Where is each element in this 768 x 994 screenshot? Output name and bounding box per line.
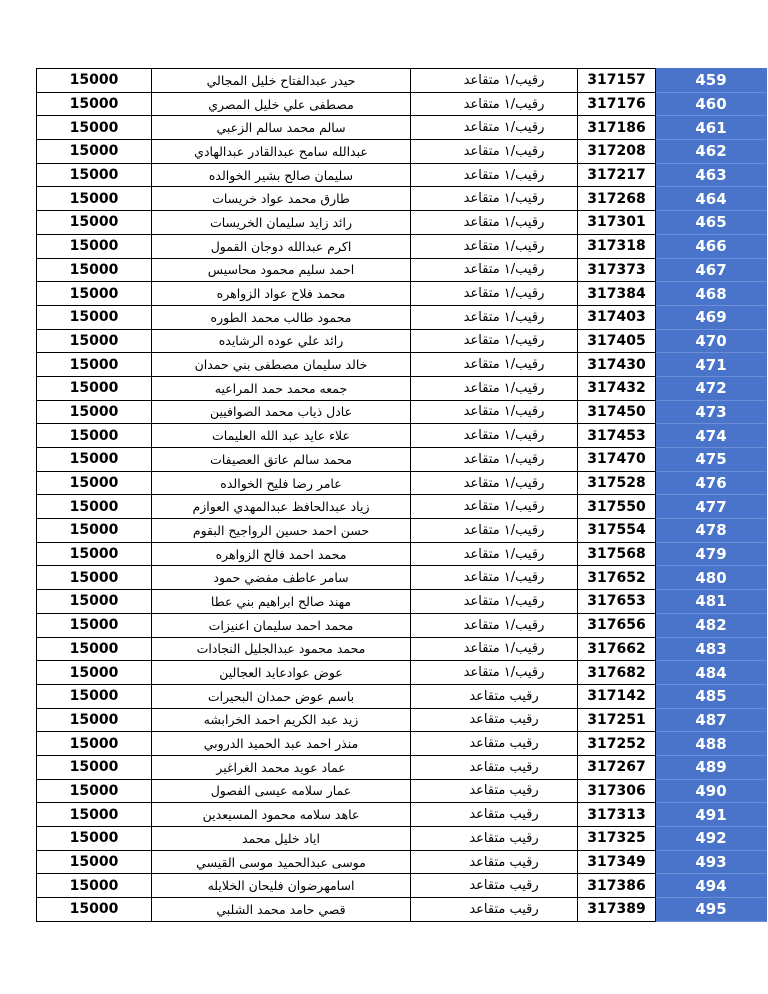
table-row <box>37 329 767 353</box>
table-row <box>37 566 767 590</box>
rank-cell: رقيب/١ متقاعد <box>411 566 578 590</box>
table-row <box>37 258 767 282</box>
rank-cell: رقيب/١ متقاعد <box>411 140 578 164</box>
table-body <box>37 69 767 922</box>
amount-cell: 15000 <box>37 353 152 377</box>
table-row <box>37 116 767 140</box>
name-cell: اياد خليل محمد <box>152 827 411 851</box>
military-id-cell: 317405 <box>578 329 656 353</box>
rank-cell: رقيب/١ متقاعد <box>411 92 578 116</box>
rank-cell: رقيب/١ متقاعد <box>411 187 578 211</box>
amount-cell: 15000 <box>37 471 152 495</box>
table-row <box>37 827 767 851</box>
sequence-number-cell: 466 <box>656 234 767 258</box>
rank-cell: رقيب متقاعد <box>411 803 578 827</box>
amount-cell: 15000 <box>37 874 152 898</box>
name-cell: اكرم عبدالله دوجان القمول <box>152 234 411 258</box>
amount-cell: 15000 <box>37 234 152 258</box>
military-id-cell: 317318 <box>578 234 656 258</box>
rank-cell: رقيب/١ متقاعد <box>411 353 578 377</box>
military-id-cell: 317301 <box>578 211 656 235</box>
military-id-cell: 317453 <box>578 424 656 448</box>
name-cell: عماد عويد محمد الغراغير <box>152 755 411 779</box>
name-cell: موسى عبدالحميد موسى القيسي <box>152 850 411 874</box>
sequence-number-cell: 489 <box>656 755 767 779</box>
sequence-number-cell: 473 <box>656 400 767 424</box>
name-cell: عادل ذياب محمد الصوافيين <box>152 400 411 424</box>
table-row <box>37 305 767 329</box>
military-id-cell: 317349 <box>578 850 656 874</box>
military-id-cell: 317306 <box>578 779 656 803</box>
rank-cell: رقيب متقاعد <box>411 779 578 803</box>
name-cell: مهند صالح ابراهيم بني عطا <box>152 590 411 614</box>
military-id-cell: 317252 <box>578 732 656 756</box>
table-row <box>37 471 767 495</box>
sequence-number-cell: 495 <box>656 898 767 922</box>
military-id-cell: 317662 <box>578 637 656 661</box>
military-id-cell: 317432 <box>578 376 656 400</box>
amount-cell: 15000 <box>37 708 152 732</box>
amount-cell: 15000 <box>37 258 152 282</box>
table-row <box>37 732 767 756</box>
rank-cell: رقيب/١ متقاعد <box>411 282 578 306</box>
sequence-number-cell: 485 <box>656 684 767 708</box>
rank-cell: رقيب/١ متقاعد <box>411 163 578 187</box>
military-id-cell: 317450 <box>578 400 656 424</box>
amount-cell: 15000 <box>37 305 152 329</box>
table-row <box>37 424 767 448</box>
table-row <box>37 684 767 708</box>
name-cell: جمعه محمد حمد المراعيه <box>152 376 411 400</box>
name-cell: عامر رضا فليح الخوالده <box>152 471 411 495</box>
amount-cell: 15000 <box>37 376 152 400</box>
rank-cell: رقيب متقاعد <box>411 827 578 851</box>
sequence-number-cell: 482 <box>656 613 767 637</box>
military-id-cell: 317554 <box>578 519 656 543</box>
rank-cell: رقيب متقاعد <box>411 898 578 922</box>
name-cell: زياد عبدالحافظ عبدالمهدي العوازم <box>152 495 411 519</box>
table-row <box>37 234 767 258</box>
military-id-cell: 317568 <box>578 542 656 566</box>
table-row <box>37 779 767 803</box>
amount-cell: 15000 <box>37 827 152 851</box>
name-cell: خالد سليمان مصطفى بني حمدان <box>152 353 411 377</box>
amount-cell: 15000 <box>37 140 152 164</box>
table-row <box>37 140 767 164</box>
rank-cell: رقيب/١ متقاعد <box>411 637 578 661</box>
rank-cell: رقيب/١ متقاعد <box>411 258 578 282</box>
sequence-number-cell: 461 <box>656 116 767 140</box>
rank-cell: رقيب/١ متقاعد <box>411 448 578 472</box>
sequence-number-cell: 467 <box>656 258 767 282</box>
sequence-number-cell: 474 <box>656 424 767 448</box>
amount-cell: 15000 <box>37 590 152 614</box>
sequence-number-cell: 483 <box>656 637 767 661</box>
amount-cell: 15000 <box>37 661 152 685</box>
name-cell: مصطفى علي خليل المصري <box>152 92 411 116</box>
sequence-number-cell: 493 <box>656 850 767 874</box>
table-row <box>37 661 767 685</box>
sequence-number-cell: 476 <box>656 471 767 495</box>
military-id-cell: 317682 <box>578 661 656 685</box>
sequence-number-cell: 481 <box>656 590 767 614</box>
amount-cell: 15000 <box>37 613 152 637</box>
sequence-number-cell: 491 <box>656 803 767 827</box>
sequence-number-cell: 488 <box>656 732 767 756</box>
sequence-number-cell: 477 <box>656 495 767 519</box>
amount-cell: 15000 <box>37 400 152 424</box>
rank-cell: رقيب متقاعد <box>411 850 578 874</box>
military-id-cell: 317384 <box>578 282 656 306</box>
sequence-number-cell: 475 <box>656 448 767 472</box>
rank-cell: رقيب/١ متقاعد <box>411 661 578 685</box>
sequence-number-cell: 468 <box>656 282 767 306</box>
table-row <box>37 613 767 637</box>
retirees-table <box>36 68 767 922</box>
sequence-number-cell: 463 <box>656 163 767 187</box>
amount-cell: 15000 <box>37 803 152 827</box>
sequence-number-cell: 490 <box>656 779 767 803</box>
military-id-cell: 317176 <box>578 92 656 116</box>
military-id-cell: 317157 <box>578 69 656 93</box>
amount-cell: 15000 <box>37 779 152 803</box>
name-cell: محمد محمود عبدالجليل النجادات <box>152 637 411 661</box>
sequence-number-cell: 479 <box>656 542 767 566</box>
rank-cell: رقيب/١ متقاعد <box>411 542 578 566</box>
military-id-cell: 317403 <box>578 305 656 329</box>
table-row <box>37 448 767 472</box>
name-cell: سالم محمد سالم الزعبي <box>152 116 411 140</box>
table-row <box>37 803 767 827</box>
table-row <box>37 755 767 779</box>
amount-cell: 15000 <box>37 898 152 922</box>
rank-cell: رقيب/١ متقاعد <box>411 519 578 543</box>
military-id-cell: 317656 <box>578 613 656 637</box>
rank-cell: رقيب/١ متقاعد <box>411 376 578 400</box>
rank-cell: رقيب/١ متقاعد <box>411 234 578 258</box>
name-cell: منذر احمد عبد الحميد الدروبي <box>152 732 411 756</box>
amount-cell: 15000 <box>37 187 152 211</box>
amount-cell: 15000 <box>37 566 152 590</box>
sequence-number-cell: 494 <box>656 874 767 898</box>
rank-cell: رقيب/١ متقاعد <box>411 69 578 93</box>
military-id-cell: 317470 <box>578 448 656 472</box>
sequence-number-cell: 465 <box>656 211 767 235</box>
amount-cell: 15000 <box>37 495 152 519</box>
table-row <box>37 874 767 898</box>
table-row <box>37 850 767 874</box>
name-cell: سامر عاطف مفضي حمود <box>152 566 411 590</box>
amount-cell: 15000 <box>37 684 152 708</box>
amount-cell: 15000 <box>37 211 152 235</box>
table-row <box>37 637 767 661</box>
name-cell: احمد سليم محمود محاسيس <box>152 258 411 282</box>
amount-cell: 15000 <box>37 850 152 874</box>
name-cell: قصي حامد محمد الشلبي <box>152 898 411 922</box>
sequence-number-cell: 464 <box>656 187 767 211</box>
military-id-cell: 317208 <box>578 140 656 164</box>
military-id-cell: 317186 <box>578 116 656 140</box>
name-cell: اسامهرضوان فليحان الخلايله <box>152 874 411 898</box>
sequence-number-cell: 460 <box>656 92 767 116</box>
name-cell: عوض عوادعايد العجالين <box>152 661 411 685</box>
military-id-cell: 317217 <box>578 163 656 187</box>
military-id-cell: 317528 <box>578 471 656 495</box>
rank-cell: رقيب/١ متقاعد <box>411 329 578 353</box>
amount-cell: 15000 <box>37 329 152 353</box>
table-row <box>37 519 767 543</box>
rank-cell: رقيب/١ متقاعد <box>411 116 578 140</box>
sequence-number-cell: 470 <box>656 329 767 353</box>
table-row <box>37 898 767 922</box>
rank-cell: رقيب متقاعد <box>411 684 578 708</box>
table-row <box>37 400 767 424</box>
table-row <box>37 542 767 566</box>
name-cell: عاهد سلامه محمود المسيعدين <box>152 803 411 827</box>
sequence-number-cell: 484 <box>656 661 767 685</box>
amount-cell: 15000 <box>37 424 152 448</box>
name-cell: محمود طالب محمد الطوره <box>152 305 411 329</box>
table-row <box>37 708 767 732</box>
name-cell: علاء عايد عبد الله العليمات <box>152 424 411 448</box>
name-cell: محمد سالم عاتق العصيفات <box>152 448 411 472</box>
rank-cell: رقيب/١ متقاعد <box>411 424 578 448</box>
military-id-cell: 317652 <box>578 566 656 590</box>
name-cell: حسن احمد حسين الرواجيح البقوم <box>152 519 411 543</box>
name-cell: محمد فلاح عواد الزواهره <box>152 282 411 306</box>
name-cell: رائد علي عوده الرشايده <box>152 329 411 353</box>
name-cell: محمد احمد سليمان اعنيزات <box>152 613 411 637</box>
rank-cell: رقيب/١ متقاعد <box>411 305 578 329</box>
military-id-cell: 317389 <box>578 898 656 922</box>
rank-cell: رقيب متقاعد <box>411 874 578 898</box>
name-cell: طارق محمد عواد خريسات <box>152 187 411 211</box>
table-row <box>37 69 767 93</box>
name-cell: سليمان صالح بشير الخوالده <box>152 163 411 187</box>
amount-cell: 15000 <box>37 282 152 306</box>
sequence-number-cell: 462 <box>656 140 767 164</box>
military-id-cell: 317386 <box>578 874 656 898</box>
name-cell: زيد عبد الكريم احمد الخرابشه <box>152 708 411 732</box>
rank-cell: رقيب متقاعد <box>411 708 578 732</box>
name-cell: باسم عوض حمدان البحيرات <box>152 684 411 708</box>
table-row <box>37 187 767 211</box>
table-row <box>37 282 767 306</box>
rank-cell: رقيب/١ متقاعد <box>411 211 578 235</box>
table-row <box>37 353 767 377</box>
sequence-number-cell: 471 <box>656 353 767 377</box>
amount-cell: 15000 <box>37 637 152 661</box>
amount-cell: 15000 <box>37 519 152 543</box>
sequence-number-cell: 480 <box>656 566 767 590</box>
rank-cell: رقيب/١ متقاعد <box>411 590 578 614</box>
military-id-cell: 317373 <box>578 258 656 282</box>
amount-cell: 15000 <box>37 69 152 93</box>
amount-cell: 15000 <box>37 542 152 566</box>
name-cell: عبدالله سامح عبدالقادر عبدالهادي <box>152 140 411 164</box>
amount-cell: 15000 <box>37 116 152 140</box>
military-id-cell: 317267 <box>578 755 656 779</box>
amount-cell: 15000 <box>37 732 152 756</box>
rank-cell: رقيب/١ متقاعد <box>411 471 578 495</box>
amount-cell: 15000 <box>37 92 152 116</box>
amount-cell: 15000 <box>37 448 152 472</box>
table-row <box>37 211 767 235</box>
amount-cell: 15000 <box>37 163 152 187</box>
rank-cell: رقيب متقاعد <box>411 755 578 779</box>
rank-cell: رقيب/١ متقاعد <box>411 400 578 424</box>
name-cell: محمد احمد فالح الزواهره <box>152 542 411 566</box>
name-cell: رائد زايد سليمان الخريسات <box>152 211 411 235</box>
military-id-cell: 317653 <box>578 590 656 614</box>
table-row <box>37 163 767 187</box>
sequence-number-cell: 469 <box>656 305 767 329</box>
military-id-cell: 317430 <box>578 353 656 377</box>
military-id-cell: 317313 <box>578 803 656 827</box>
military-id-cell: 317325 <box>578 827 656 851</box>
sequence-number-cell: 459 <box>656 69 767 93</box>
payment-list-sheet <box>36 68 744 922</box>
table-row <box>37 376 767 400</box>
amount-cell: 15000 <box>37 755 152 779</box>
sequence-number-cell: 487 <box>656 708 767 732</box>
table-row <box>37 590 767 614</box>
name-cell: حيدر عبدالفتاح خليل المجالي <box>152 69 411 93</box>
rank-cell: رقيب/١ متقاعد <box>411 613 578 637</box>
sequence-number-cell: 472 <box>656 376 767 400</box>
table-row <box>37 92 767 116</box>
table-row <box>37 495 767 519</box>
rank-cell: رقيب/١ متقاعد <box>411 495 578 519</box>
military-id-cell: 317268 <box>578 187 656 211</box>
name-cell: عمار سلامه عيسى الفصول <box>152 779 411 803</box>
military-id-cell: 317550 <box>578 495 656 519</box>
rank-cell: رقيب متقاعد <box>411 732 578 756</box>
military-id-cell: 317142 <box>578 684 656 708</box>
sequence-number-cell: 478 <box>656 519 767 543</box>
sequence-number-cell: 492 <box>656 827 767 851</box>
military-id-cell: 317251 <box>578 708 656 732</box>
